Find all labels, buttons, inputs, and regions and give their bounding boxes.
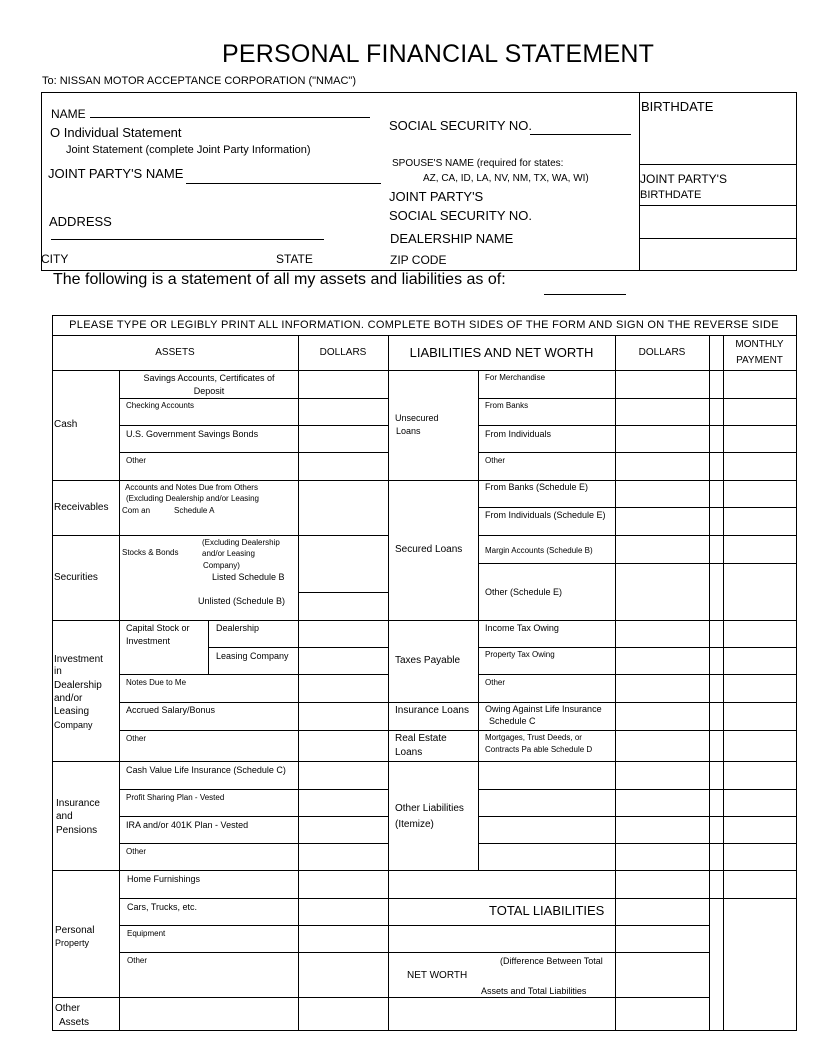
cash-value-label: Cash Value Life Insurance (Schedule C) (126, 765, 286, 775)
equipment-label: Equipment (127, 929, 166, 938)
net-worth-note-2: Assets and Total Liabilities (481, 986, 587, 996)
other-assets-category-1: Other (55, 1003, 81, 1014)
insurance-loans-label: Insurance Loans (395, 705, 469, 716)
personal-other-label: Other (127, 956, 148, 965)
capital-label-1: Capital Stock or (126, 623, 190, 633)
notes-due-label: Notes Due to Me (126, 678, 187, 687)
instruction-banner: PLEASE TYPE OR LEGIBLY PRINT ALL INFORMATION. COMPLETE BOTH SIDES OF THE FORM AND SIGN ON THE REVERSE SIDE (69, 319, 779, 331)
joint-statement-option[interactable]: Joint Statement (complete Joint Party Information) (66, 144, 311, 156)
joint-party-label: JOINT PARTY'S (389, 189, 484, 204)
spouse-name-label-2: AZ, CA, ID, LA, NV, NM, TX, WA, WI) (423, 173, 589, 184)
spouse-name-label-1: SPOUSE'S NAME (required for states: (392, 158, 564, 169)
unsecured-loans-label-2: Loans (396, 426, 421, 436)
from-individuals-label: From Individuals (485, 429, 552, 439)
city-label: CITY (41, 252, 69, 266)
mortgages-label-2: Contracts Pa able Schedule D (485, 745, 593, 754)
insurance-category-1: Insurance (56, 798, 100, 809)
leasing-label: Leasing Company (216, 651, 289, 661)
notes-label-3: Com an (122, 506, 151, 515)
excluding-label-2: and/or Leasing (202, 549, 255, 558)
cash-other-label: Other (126, 456, 147, 465)
state-label: STATE (276, 252, 313, 266)
net-worth-label: NET WORTH (407, 970, 468, 981)
individual-statement-option[interactable]: O Individual Statement (50, 125, 182, 140)
other-liabilities-label-1: Other Liabilities (395, 803, 464, 814)
investment-category-1: Investment (54, 654, 103, 665)
unlisted-label: Unlisted (Schedule B) (198, 596, 286, 606)
joint-party-name-label: JOINT PARTY'S NAME (48, 166, 184, 181)
receivables-category: Receivables (54, 502, 109, 513)
dealership-label: Dealership (216, 623, 260, 633)
personal-category-1: Personal (55, 925, 95, 936)
ira-label: IRA and/or 401K Plan - Vested (126, 820, 249, 830)
from-banks-label: From Banks (485, 401, 529, 410)
capital-label-2: Investment (126, 636, 171, 646)
name-label: NAME (51, 107, 86, 121)
monthly-header-1: MONTHLY (735, 339, 784, 350)
assets-header: ASSETS (155, 347, 195, 358)
owing-life-insurance-2: Schedule C (489, 716, 536, 726)
real-estate-loans-label-1: Real Estate (395, 733, 447, 744)
excluding-label-1: (Excluding Dealership (202, 538, 280, 547)
net-worth-note-1: (Difference Between Total (500, 956, 603, 966)
taxes-payable-label: Taxes Payable (395, 655, 461, 666)
ssn-label: SOCIAL SECURITY NO. (389, 118, 533, 133)
birthdate-label: BIRTHDATE (641, 99, 714, 114)
personal-category-2: Property (55, 938, 90, 948)
individuals-schedule-e-label: From Individuals (Schedule E) (485, 510, 606, 520)
unsecured-loans-label-1: Unsecured (395, 413, 439, 423)
stocks-label: Stocks & Bonds (122, 548, 179, 557)
joint-birthdate-label-1: JOINT PARTY'S (640, 172, 727, 186)
cash-category: Cash (54, 419, 78, 430)
profit-sharing-label: Profit Sharing Plan - Vested (126, 793, 225, 802)
dealership-name-label: DEALERSHIP NAME (390, 231, 514, 246)
income-tax-label: Income Tax Owing (485, 623, 559, 633)
insurance-category-3: Pensions (56, 825, 98, 836)
insurance-category-2: and (56, 811, 73, 822)
mortgages-label-1: Mortgages, Trust Deeds, or (485, 733, 582, 742)
property-tax-label: Property Tax Owing (485, 650, 555, 659)
accrued-label: Accrued Salary/Bonus (126, 705, 216, 715)
investment-other-label: Other (126, 734, 147, 743)
zip-code-label: ZIP CODE (390, 253, 447, 267)
total-liabilities-label: TOTAL LIABILITIES (489, 903, 605, 918)
excluding-label-3: Company) (203, 561, 240, 570)
address-label: ADDRESS (49, 214, 112, 229)
other-assets-category-2: Assets (59, 1017, 90, 1028)
investment-category-4: and/or (54, 693, 83, 704)
us-bonds-label: U.S. Government Savings Bonds (126, 429, 259, 439)
joint-ssn-label: SOCIAL SECURITY NO. (389, 208, 533, 223)
investment-category-6: Company (54, 720, 93, 730)
furnishings-label: Home Furnishings (127, 874, 201, 884)
for-merchandise-label: For Merchandise (485, 373, 546, 382)
other-liabilities-label-2: (Itemize) (395, 819, 434, 830)
margin-accounts-label: Margin Accounts (Schedule B) (485, 546, 593, 555)
page-title: PERSONAL FINANCIAL STATEMENT (222, 40, 655, 68)
cars-label: Cars, Trucks, etc. (127, 902, 198, 912)
secured-loans-label: Secured Loans (395, 544, 463, 555)
recipient-line: To: NISSAN MOTOR ACCEPTANCE CORPORATION ("NMAC") (42, 75, 357, 87)
insurance-other-label: Other (126, 847, 147, 856)
dollars-header-2: DOLLARS (638, 347, 686, 358)
checking-label: Checking Accounts (126, 401, 195, 410)
savings-label-1: Savings Accounts, Certificates of (143, 373, 275, 383)
notes-label-2: (Excluding Dealership and/or Leasing (126, 494, 259, 503)
real-estate-loans-label-2: Loans (395, 747, 423, 758)
savings-label-2: Deposit (193, 386, 225, 396)
investment-category-5: Leasing (54, 706, 90, 717)
listed-label: Listed Schedule B (212, 572, 285, 582)
notes-label-1: Accounts and Notes Due from Others (125, 483, 258, 492)
banks-schedule-e-label: From Banks (Schedule E) (485, 482, 589, 492)
unsecured-other-label: Other (485, 456, 506, 465)
owing-life-insurance-1: Owing Against Life Insurance (485, 704, 602, 714)
joint-birthdate-label-2: BIRTHDATE (640, 189, 702, 201)
investment-category-3: Dealership (54, 680, 102, 691)
liabilities-header: LIABILITIES AND NET WORTH (409, 345, 594, 360)
investment-category-2: in (54, 666, 62, 677)
other-schedule-e-label: Other (Schedule E) (485, 587, 563, 597)
taxes-other-label: Other (485, 678, 506, 687)
securities-category: Securities (54, 572, 98, 583)
notes-label-4: Schedule A (174, 506, 215, 515)
dollars-header: DOLLARS (319, 347, 367, 358)
statement-date-line: The following is a statement of all my assets and liabilities as of: (53, 271, 506, 288)
monthly-header-2: PAYMENT (736, 355, 783, 366)
